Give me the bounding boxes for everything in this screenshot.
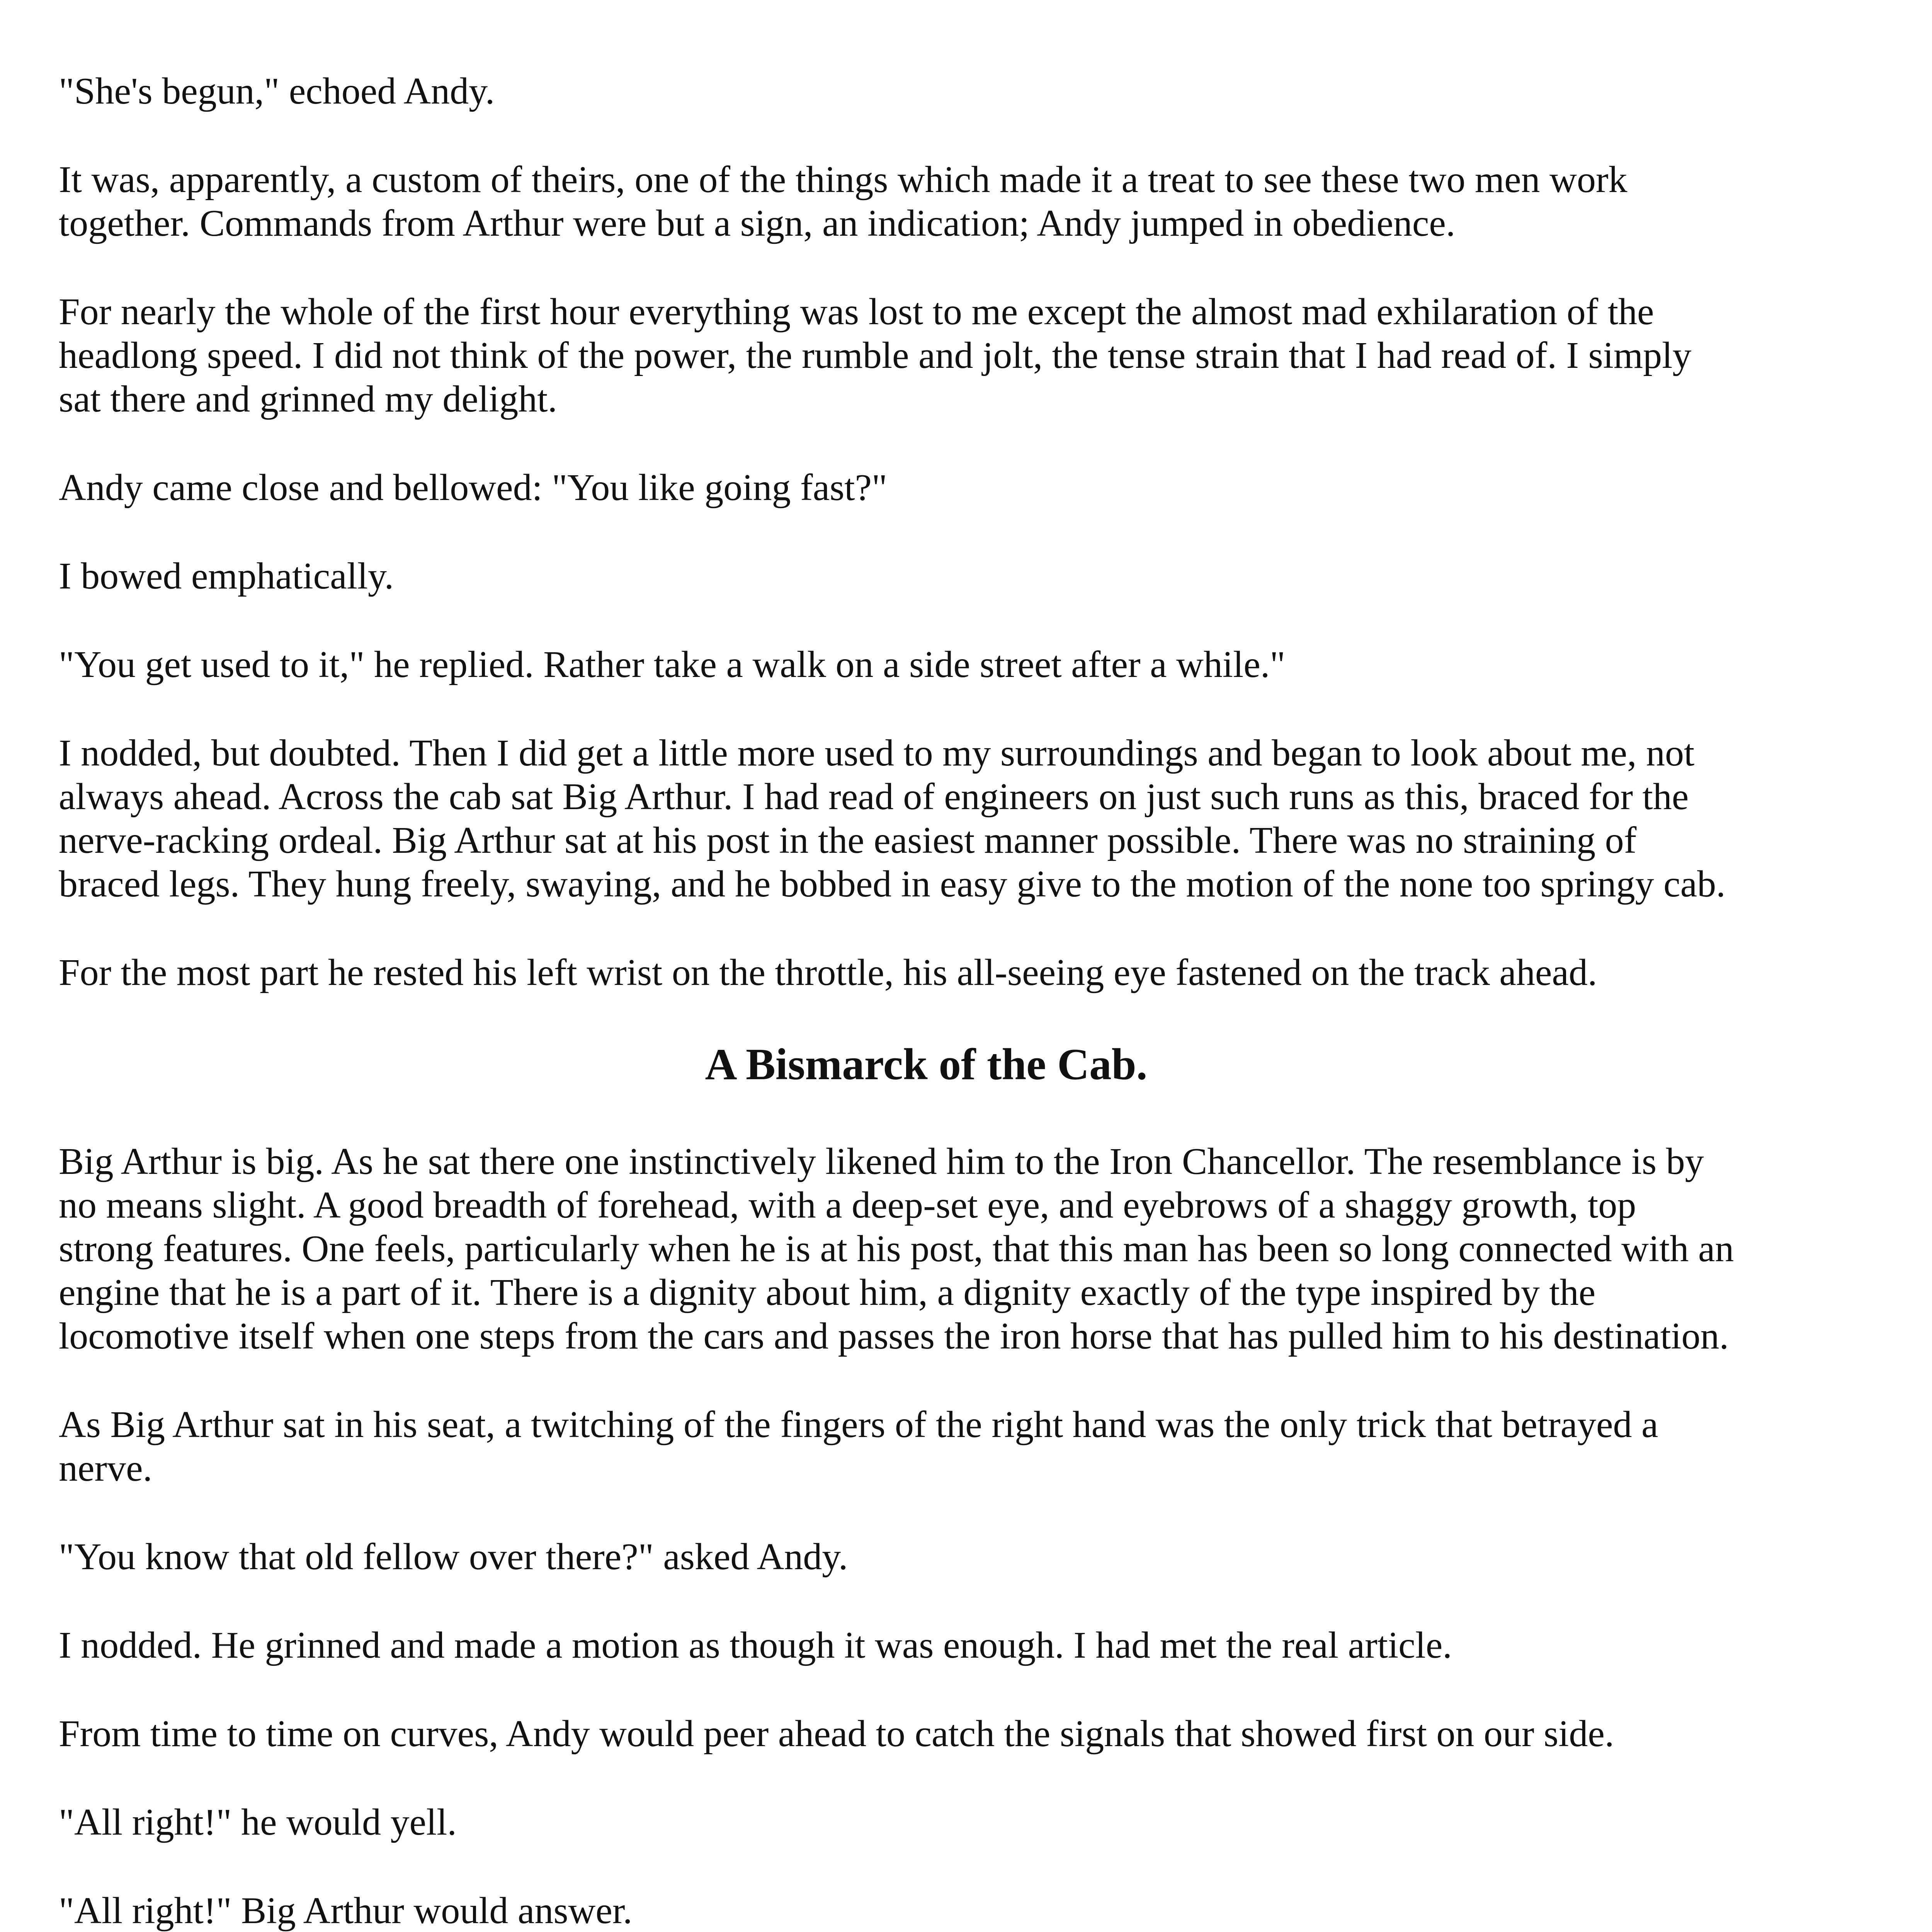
paragraph: I nodded, but doubted. Then I did get a little more used to my surroundings and began to look about me, not always ahead. Across the cab sat Big Arthur. I had read of engineers on just such runs as this, braced for the nerve-racking ordeal. Big Arthur sat at his post in the easiest manner possible. There was no straining of braced legs. They hung freely, swaying, and he bobbed in easy give to the motion of the none too springy cab.	[59, 732, 1726, 905]
paragraph: For the most part he rested his left wrist on the throttle, his all-seeing eye fastened on the track ahead.	[59, 952, 1597, 993]
paragraph: I bowed emphatically.	[59, 555, 394, 597]
paragraph: "All right!" Big Arthur would answer.	[59, 1890, 633, 1932]
paragraph: "She's begun," echoed Andy.	[59, 70, 495, 112]
section-heading: A Bismarck of the Cab.	[705, 1040, 1148, 1089]
paragraph: As Big Arthur sat in his seat, a twitching of the fingers of the right hand was the only trick that betrayed a nerve.	[59, 1404, 1658, 1489]
paragraph: "All right!" he would yell.	[59, 1801, 457, 1843]
paragraph: I nodded. He grinned and made a motion as though it was enough. I had met the real article.	[59, 1624, 1452, 1666]
paragraph: It was, apparently, a custom of theirs, one of the things which made it a treat to see these two men work together. Commands from Arthur were but a sign, an indication; Andy jumped in obedience.	[59, 159, 1628, 244]
paragraph: "You get used to it," he replied. Rather take a walk on a side street after a while."	[59, 644, 1286, 685]
paragraph: Andy came close and bellowed: "You like going fast?"	[59, 467, 887, 509]
paragraph: For nearly the whole of the first hour everything was lost to me except the almost mad exhilaration of the headlong speed. I did not think of the power, the rumble and jolt, the tense strain that I had read of. I simply sat there and grinned my delight.	[59, 291, 1692, 420]
paragraph: Big Arthur is big. As he sat there one instinctively likened him to the Iron Chancellor. The resemblance is by no means slight. A good breadth of forehead, with a deep-set eye, and eyebrows of a shaggy growth, top strong features. One feels, particularly when he is at his post, that this man has been so long connected with an engine that he is a part of it. There is a dignity about him, a dignity exactly of the type inspired by the locomotive itself when one steps from the cars and passes the iron horse that has pulled him to his destination.	[59, 1141, 1734, 1357]
paragraph: From time to time on curves, Andy would peer ahead to catch the signals that showed first on our side.	[59, 1713, 1614, 1755]
paragraph: "You know that old fellow over there?" asked Andy.	[59, 1536, 848, 1578]
document-page	[59, 70, 1736, 1932]
